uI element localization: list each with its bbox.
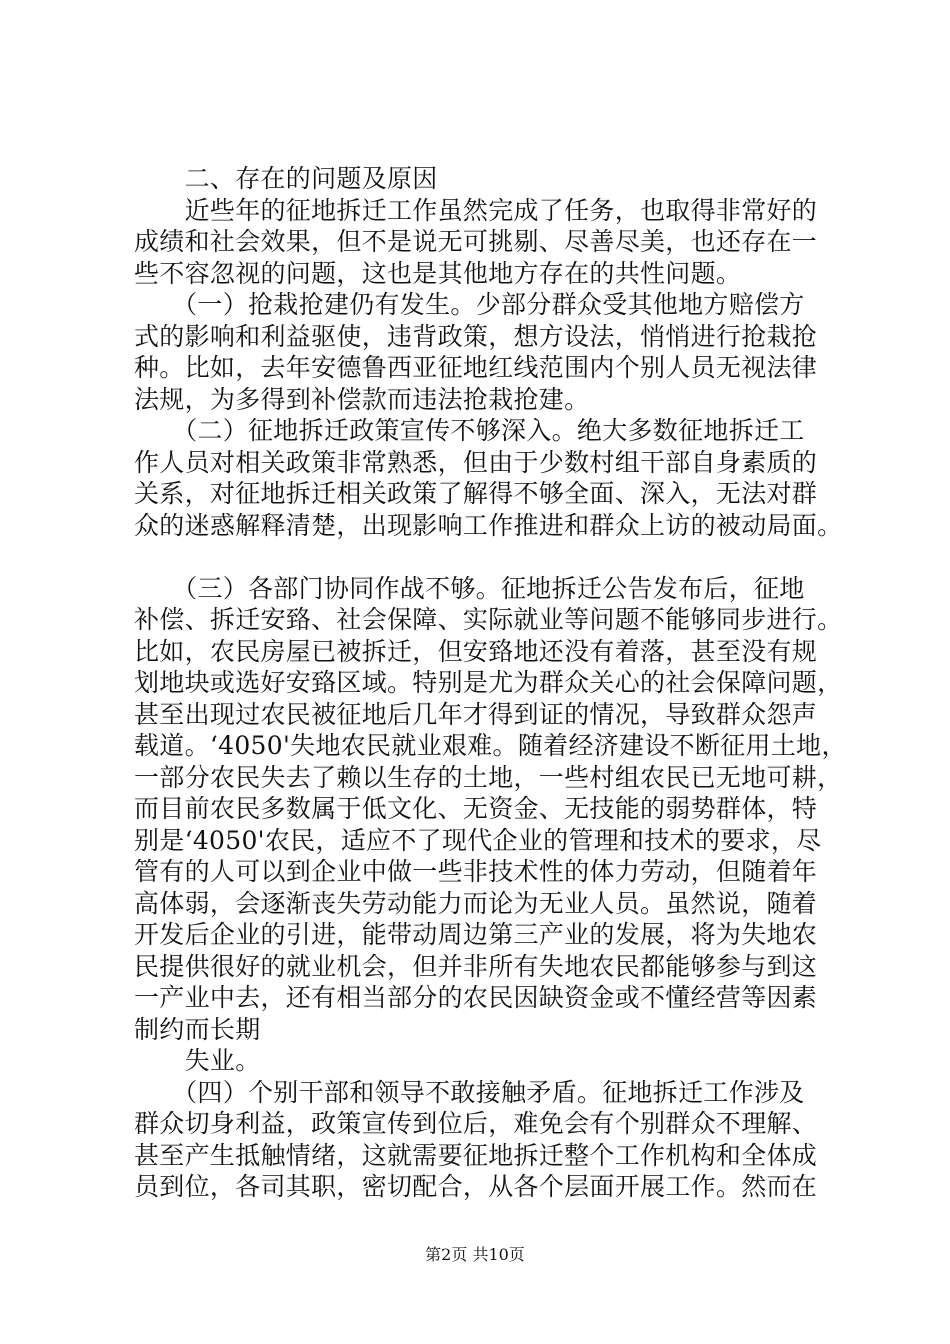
text-line: 而目前农民多数属于低文化、无资金、无技能的弱势群体，特 (134, 794, 818, 823)
text-line: 载道。‘4050'失地农民就业艰难。随着经济建设不断征用土地， (134, 731, 847, 760)
page-number-footer: 第2页 共10页 (425, 1245, 525, 1264)
text-line: 高体弱，会逐渐丧失劳动能力而论为无业人员。虽然说，随着 (134, 888, 818, 918)
text-line: 划地块或选好安臵区域。特别是尤为群众关心的社会保障问题， (134, 668, 843, 697)
text-line: 成绩和社会效果，但不是说无可挑剔、尽善尽美，也还存在一 (134, 227, 818, 256)
text-line: 甚至产生抵触情绪，这就需要征地拆迁整个工作机构和全体成 (134, 1140, 818, 1170)
text-line: 失业。 (134, 1046, 261, 1075)
text-line: 开发后企业的引进，能带动周边第三产业的发展，将为失地农 (134, 920, 818, 949)
blank-line (134, 541, 850, 573)
text-line: 法规，为多得到补偿款而违法抢栽抢建。 (134, 384, 590, 414)
text-line: 式的影响和利益驱使，违背政策，想方设法，悄悄进行抢栽抢 (134, 321, 818, 351)
text-line: 关系，对征地拆迁相关政策了解得不够全面、深入，无法对群 (134, 479, 818, 508)
text-line: （四）个别干部和领导不敢接触矛盾。征地拆迁工作涉及 (134, 1077, 805, 1107)
text-line: 制约而长期 (134, 1014, 261, 1044)
text-line: 补偿、拆迁安臵、社会保障、实际就业等问题不能够同步进行。 (134, 605, 843, 634)
text-line: 别是‘4050'农民，适应不了现代企业的管理和技术的要求，尽 (134, 825, 822, 855)
text-line: （三）各部门协同作战不够。征地拆迁公告发布后，征地 (134, 573, 805, 603)
text-line: 甚至出现过农民被征地后几年才得到证的情况，导致群众怨声 (134, 699, 818, 729)
text-line: 员到位，各司其职，密切配合，从各个层面开展工作。然而在 (134, 1172, 818, 1201)
text-line: （二）征地拆迁政策宣传不够深入。绝大多数征地拆迁工 (134, 416, 805, 445)
text-line: 二、存在的问题及原因 (134, 164, 438, 193)
text-line: 种。比如，去年安德鲁西亚征地红线范围内个别人员无视法律 (134, 353, 818, 382)
text-line: 些不容忽视的问题，这也是其他地方存在的共性问题。 (134, 258, 742, 288)
text-line: 众的迷惑解释清楚，出现影响工作推进和群众上访的被动局面。 (134, 510, 843, 540)
text-line: 作人员对相关政策非常熟悉，但由于少数村组干部自身素质的 (134, 447, 818, 477)
text-line: 群众切身利益，政策宣传到位后，难免会有个别群众不理解、 (134, 1109, 818, 1138)
document-body (134, 163, 850, 1203)
text-line: 管有的人可以到企业中做一些非技术性的体力劳动，但随着年 (134, 857, 818, 886)
text-line: 比如，农民房屋已被拆迁，但安臵地还没有着落，甚至没有规 (134, 636, 818, 666)
text-line: 民提供很好的就业机会，但并非所有失地农民都能够参与到这 (134, 951, 818, 981)
text-line: 近些年的征地拆迁工作虽然完成了任务，也取得非常好的 (134, 195, 818, 225)
text-line: 一产业中去，还有相当部分的农民因缺资金或不懂经营等因素 (134, 983, 818, 1012)
text-line: 一部分农民失去了赖以生存的土地，一些村组农民已无地可耕， (134, 762, 843, 792)
text-line: （一）抢栽抢建仍有发生。少部分群众受其他地方赔偿方 (134, 290, 805, 319)
